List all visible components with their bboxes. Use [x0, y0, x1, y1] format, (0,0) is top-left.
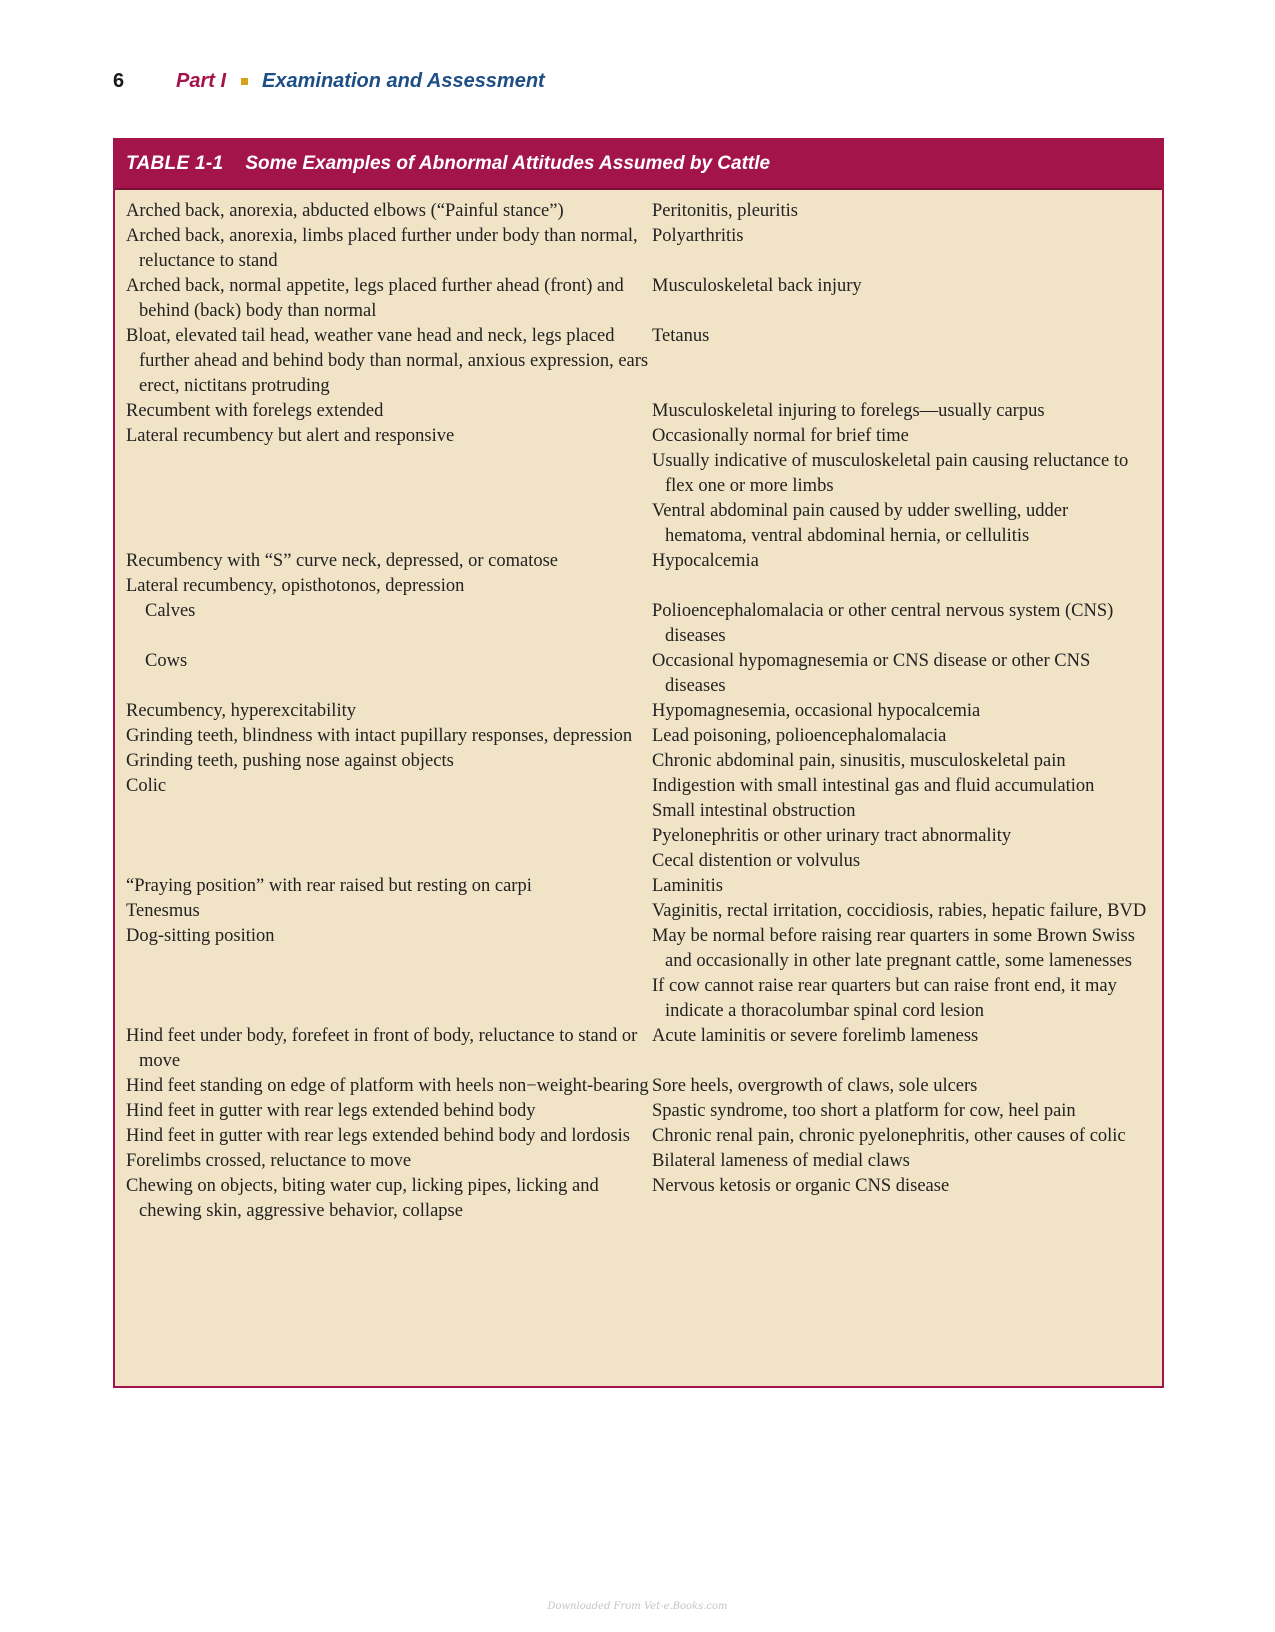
attitude-cell	[115, 699, 652, 724]
attitude-cell	[115, 1174, 652, 1224]
attitude-cell	[115, 824, 652, 849]
attitude-text: Grinding teeth, pushing nose against objects	[126, 751, 454, 771]
page-number: 6	[113, 69, 125, 92]
table-row	[115, 649, 1162, 699]
attitude-cell	[115, 399, 652, 424]
table-row	[115, 749, 1162, 774]
attitude-cell	[115, 974, 652, 1024]
attitude-text: Arched back, normal appetite, legs placed further ahead (front) and behind (back) body than normal	[126, 276, 624, 321]
table-row	[115, 924, 1162, 974]
attitude-cell	[115, 449, 652, 499]
attitude-cell	[115, 749, 652, 774]
condition-cell	[652, 724, 1162, 749]
condition-text: Occasional hypomagnesemia or CNS disease or other CNS diseases	[652, 651, 1091, 696]
attitude-text: Cows	[145, 651, 188, 671]
table-row	[115, 899, 1162, 924]
attitude-cell	[115, 324, 652, 399]
condition-cell	[652, 224, 1162, 274]
condition-text: Occasionally normal for brief time	[652, 426, 909, 446]
condition-cell	[652, 574, 1162, 599]
condition-cell	[652, 774, 1162, 799]
condition-text: Spastic syndrome, too short a platform for cow, heel pain	[652, 1101, 1076, 1121]
attitude-cell	[115, 1074, 652, 1099]
table-caption: Some Examples of Abnormal Attitudes Assumed by Cattle	[245, 153, 771, 174]
attitude-text: Grinding teeth, blindness with intact pupillary responses, depression	[126, 726, 633, 746]
table-row	[115, 424, 1162, 449]
attitude-cell	[115, 224, 652, 274]
attitude-cell	[115, 649, 652, 699]
section-title: Examination and Assessment	[262, 69, 545, 92]
attitude-text: Bloat, elevated tail head, weather vane head and neck, legs placed further ahead and behind body than normal, anxious expression, ears erect, nictitans protruding	[126, 326, 649, 396]
condition-cell	[652, 924, 1162, 974]
condition-cell	[652, 424, 1162, 449]
table-row	[115, 1099, 1162, 1124]
header-separator-square	[241, 78, 248, 85]
attitude-text: Recumbency with “S” curve neck, depressed, or comatose	[126, 551, 559, 571]
table-title-bar	[115, 140, 1162, 190]
condition-text: Tetanus	[652, 326, 710, 346]
table-row	[115, 774, 1162, 799]
table-row	[115, 449, 1162, 499]
condition-text: Ventral abdominal pain caused by udder swelling, udder hematoma, ventral abdominal hernia, or cellulitis	[652, 501, 1069, 546]
condition-cell	[652, 874, 1162, 899]
table-row	[115, 799, 1162, 824]
attitude-cell	[115, 599, 652, 649]
condition-text: Lead poisoning, polioencephalomalacia	[652, 726, 947, 746]
table-row	[115, 699, 1162, 724]
condition-text: Pyelonephritis or other urinary tract abnormality	[652, 826, 1012, 846]
attitude-text: Lateral recumbency, opisthotonos, depression	[126, 576, 465, 596]
condition-cell	[652, 1149, 1162, 1174]
attitude-text: Calves	[145, 601, 196, 621]
condition-cell	[652, 549, 1162, 574]
attitude-text: Arched back, anorexia, limbs placed further under body than normal, reluctance to stand	[126, 226, 638, 271]
condition-text: Sore heels, overgrowth of claws, sole ulcers	[652, 1076, 978, 1096]
condition-text: Chronic abdominal pain, sinusitis, musculoskeletal pain	[652, 751, 1066, 771]
part-label: Part I	[176, 69, 227, 92]
condition-text: Laminitis	[652, 876, 723, 896]
attitude-text: Chewing on objects, biting water cup, licking pipes, licking and chewing skin, aggressive behavior, collapse	[126, 1176, 599, 1221]
attitude-cell	[115, 724, 652, 749]
attitude-cell	[115, 874, 652, 899]
attitude-cell	[115, 1024, 652, 1074]
attitude-cell	[115, 924, 652, 974]
condition-text: Polioencephalomalacia or other central nervous system (CNS) diseases	[652, 601, 1114, 646]
attitude-cell	[115, 774, 652, 799]
attitude-text: Hind feet standing on edge of platform with heels non−weight-bearing	[126, 1076, 649, 1096]
condition-text: If cow cannot raise rear quarters but can raise front end, it may indicate a thoracolumbar spinal cord lesion	[652, 976, 1117, 1021]
condition-text: Acute laminitis or severe forelimb lameness	[652, 1026, 979, 1046]
attitude-cell	[115, 424, 652, 449]
condition-text: May be normal before raising rear quarters in some Brown Swiss and occasionally in other late pregnant cattle, some lamenesses	[652, 926, 1135, 971]
condition-cell	[652, 1174, 1162, 1224]
table-row	[115, 599, 1162, 649]
condition-cell	[652, 1074, 1162, 1099]
attitude-cell	[115, 274, 652, 324]
attitude-cell	[115, 849, 652, 874]
condition-cell	[652, 399, 1162, 424]
condition-cell	[652, 324, 1162, 399]
table-row	[115, 224, 1162, 274]
condition-cell	[652, 799, 1162, 824]
table-label: TABLE 1-1	[126, 153, 224, 174]
condition-cell	[652, 599, 1162, 649]
table-row	[115, 724, 1162, 749]
condition-text: Vaginitis, rectal irritation, coccidiosis, rabies, hepatic failure, BVD	[652, 901, 1147, 921]
table-row	[115, 324, 1162, 399]
condition-text: Musculoskeletal injuring to forelegs—usually carpus	[652, 401, 1045, 421]
table-row	[115, 1149, 1162, 1174]
condition-cell	[652, 449, 1162, 499]
condition-cell	[652, 274, 1162, 324]
table-row	[115, 1024, 1162, 1074]
condition-cell	[652, 699, 1162, 724]
condition-text: Bilateral lameness of medial claws	[652, 1151, 910, 1171]
attitude-cell	[115, 549, 652, 574]
table-row	[115, 1124, 1162, 1149]
table-row	[115, 499, 1162, 549]
table-row	[115, 574, 1162, 599]
table-row	[115, 199, 1162, 224]
condition-cell	[652, 899, 1162, 924]
table-body	[115, 190, 1162, 1224]
condition-cell	[652, 749, 1162, 774]
condition-text: Nervous ketosis or organic CNS disease	[652, 1176, 950, 1196]
attitude-text: Hind feet in gutter with rear legs extended behind body and lordosis	[126, 1126, 630, 1146]
attitude-cell	[115, 899, 652, 924]
attitude-text: Arched back, anorexia, abducted elbows (“Painful stance”)	[126, 201, 564, 221]
condition-cell	[652, 824, 1162, 849]
condition-cell	[652, 1024, 1162, 1074]
condition-text: Small intestinal obstruction	[652, 801, 856, 821]
condition-text: Usually indicative of musculoskeletal pain causing reluctance to flex one or more limbs	[652, 451, 1129, 496]
watermark: Downloaded From Vet-e.Books.com	[547, 1601, 728, 1612]
table-row	[115, 1074, 1162, 1099]
condition-cell	[652, 199, 1162, 224]
condition-text: Peritonitis, pleuritis	[652, 201, 798, 221]
attitude-text: Hind feet under body, forefeet in front of body, reluctance to stand or move	[126, 1026, 638, 1071]
page-header	[113, 66, 545, 96]
attitude-text: Dog-sitting position	[126, 926, 275, 946]
attitude-text: Hind feet in gutter with rear legs extended behind body	[126, 1101, 536, 1121]
condition-cell	[652, 1124, 1162, 1149]
attitude-cell	[115, 1149, 652, 1174]
condition-cell	[652, 499, 1162, 549]
attitude-cell	[115, 1124, 652, 1149]
attitude-text: Recumbency, hyperexcitability	[126, 701, 356, 721]
attitude-text: Forelimbs crossed, reluctance to move	[126, 1151, 412, 1171]
condition-text: Hypomagnesemia, occasional hypocalcemia	[652, 701, 981, 721]
condition-cell	[652, 849, 1162, 874]
attitude-text: Tenesmus	[126, 901, 200, 921]
condition-text: Polyarthritis	[652, 226, 744, 246]
attitude-cell	[115, 574, 652, 599]
table-row	[115, 874, 1162, 899]
table-row	[115, 974, 1162, 1024]
condition-cell	[652, 974, 1162, 1024]
table-row	[115, 549, 1162, 574]
attitude-cell	[115, 1099, 652, 1124]
condition-text: Chronic renal pain, chronic pyelonephritis, other causes of colic	[652, 1126, 1126, 1146]
attitude-cell	[115, 799, 652, 824]
table-row	[115, 824, 1162, 849]
table-1-1	[113, 138, 1164, 1388]
table-row	[115, 849, 1162, 874]
table-row	[115, 399, 1162, 424]
condition-text: Indigestion with small intestinal gas and fluid accumulation	[652, 776, 1095, 796]
table-row	[115, 1174, 1162, 1224]
attitude-text: Lateral recumbency but alert and responsive	[126, 426, 455, 446]
attitude-cell	[115, 199, 652, 224]
condition-cell	[652, 649, 1162, 699]
attitude-text: Recumbent with forelegs extended	[126, 401, 384, 421]
condition-cell	[652, 1099, 1162, 1124]
condition-text: Cecal distention or volvulus	[652, 851, 861, 871]
condition-text: Hypocalcemia	[652, 551, 759, 571]
condition-text: Musculoskeletal back injury	[652, 276, 862, 296]
attitude-text: Colic	[126, 776, 167, 796]
table-row	[115, 274, 1162, 324]
attitude-text: “Praying position” with rear raised but resting on carpi	[126, 876, 532, 896]
attitude-cell	[115, 499, 652, 549]
